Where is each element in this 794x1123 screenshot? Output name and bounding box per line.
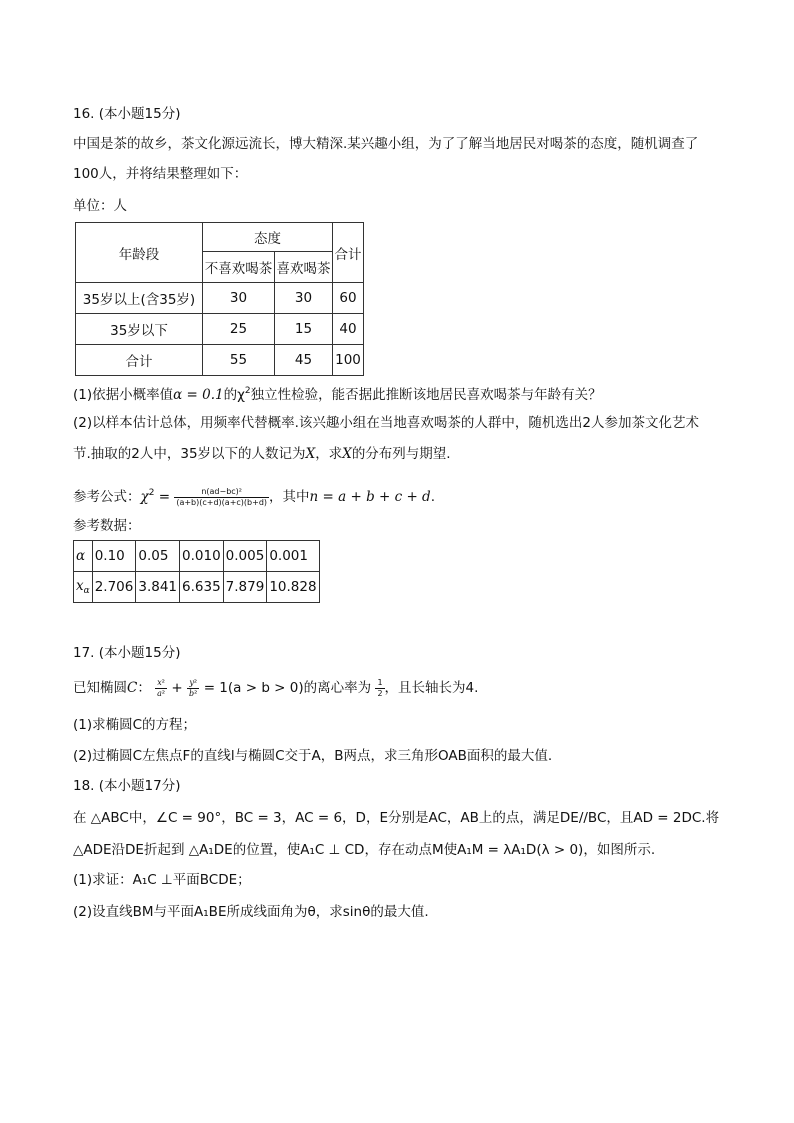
ref-cell: 0.001 [267,541,319,572]
cell-like: 45 [275,345,333,376]
col-total-header: 合计 [333,223,364,283]
q16-data-label: 参考数据： [73,518,141,534]
q17-header: 17. (本小题15分) [73,645,181,661]
q17-part2: (2)过椭圆C左焦点F的直线l与椭圆C交于A，B两点，求三角形OAB面积的最大值. [73,748,553,764]
q18-header: 18. (本小题17分) [73,778,181,794]
q17-stem: 已知椭圆C： $\frac{\text{x²}}{\text{a²}}$ + $\frac{\text{y²}}{\text{b²}}$ = 1(a > b > 0)的离心率为 $\frac{1}{2}$ ，且长轴长为4. [73,677,479,698]
chi-square-fraction: $\frac{\text{n(ad−bc)²}}{(a+b)(c+d)(a+c)(b+d)}$ [176,486,268,507]
q17-part1: (1)求椭圆C的方程； [73,717,197,733]
survey-table [75,222,364,376]
q16-part2-line2: 节.抽取的2人中，35岁以下的人数记为X，求X的分布列与期望. [73,446,451,462]
ref-cell: 10.828 [267,572,319,603]
q18-part2: (2)设直线BM与平面A₁BE所成线面角为θ，求sinθ的最大值. [73,904,429,920]
ref-cell: 0.010 [180,541,224,572]
table-row [76,283,364,314]
q18-part1: (1)求证：A₁C ⊥平面BCDE； [73,872,251,888]
q16-part1: (1)依据小概率值α = 0.1的$\chi^2$独立性检验，能否据此推断该地居民喜欢喝茶与年龄有关？ [73,386,602,403]
q18-line1: 在 △ABC中，∠C = 90°，BC = 3，AC = 6，D，E分别是AC，AB上的点，满足DE//BC，且AD = 2DC.将 [73,810,720,826]
col-dislike-header: 不喜欢喝茶 [203,252,275,283]
q16-intro-line2: 100人，并将结果整理如下： [73,166,248,182]
alpha-label: α [74,541,93,572]
reference-table [73,540,320,603]
cell-dislike: 30 [203,283,275,314]
col-age-header: 年龄段 [76,223,203,283]
col-attitude-header: 态度 [203,223,333,252]
row-label: 35岁以下 [76,314,203,345]
row-label: 合计 [76,345,203,376]
cell-total: 40 [333,314,364,345]
ref-cell: 0.005 [223,541,267,572]
ref-cell: 0.10 [92,541,136,572]
y-fraction: $\frac{\text{y²}}{\text{b²}}$ [189,677,198,698]
cell-like: 15 [275,314,333,345]
q16-part2-line1: (2)以样本估计总体，用频率代替概率.该兴趣小组在当地喜欢喝茶的人群中，随机选出2人参加茶文化艺术 [73,415,700,431]
ref-cell: 0.05 [136,541,180,572]
q16-formula: 参考公式：$\chi^2$ = $\frac{\text{n(ad−bc)²}}{(a+b)(c+d)(a+c)(b+d)}$ ，其中n = a + b + c + d. [73,486,435,507]
q16-intro-line1: 中国是茶的故乡，茶文化源远流长，博大精深.某兴趣小组，为了了解当地居民对喝茶的态度，随机调查了 [73,136,699,152]
q16-unit: 单位：人 [73,198,127,214]
cell-total: 100 [333,345,364,376]
ref-cell: 3.841 [136,572,180,603]
x-fraction: $\frac{\text{x²}}{\text{a²}}$ [157,677,166,698]
ref-cell: 7.879 [223,572,267,603]
cell-like: 30 [275,283,333,314]
x-alpha-label: $x_\alpha$ [74,572,93,603]
row-label: 35岁以上(含35岁) [76,283,203,314]
col-like-header: 喜欢喝茶 [275,252,333,283]
table-row [76,314,364,345]
half-fraction: $\frac{1}{2}$ [377,677,383,698]
q16-header: 16. (本小题15分) [73,106,181,122]
cell-dislike: 25 [203,314,275,345]
cell-total: 60 [333,283,364,314]
ref-cell: 6.635 [180,572,224,603]
cell-dislike: 55 [203,345,275,376]
table-row [76,345,364,376]
q18-line2: △ADE沿DE折起到 △A₁DE的位置，使A₁C ⊥ CD，存在动点M使A₁M = λA₁D(λ > 0)，如图所示. [73,842,656,858]
ref-cell: 2.706 [92,572,136,603]
